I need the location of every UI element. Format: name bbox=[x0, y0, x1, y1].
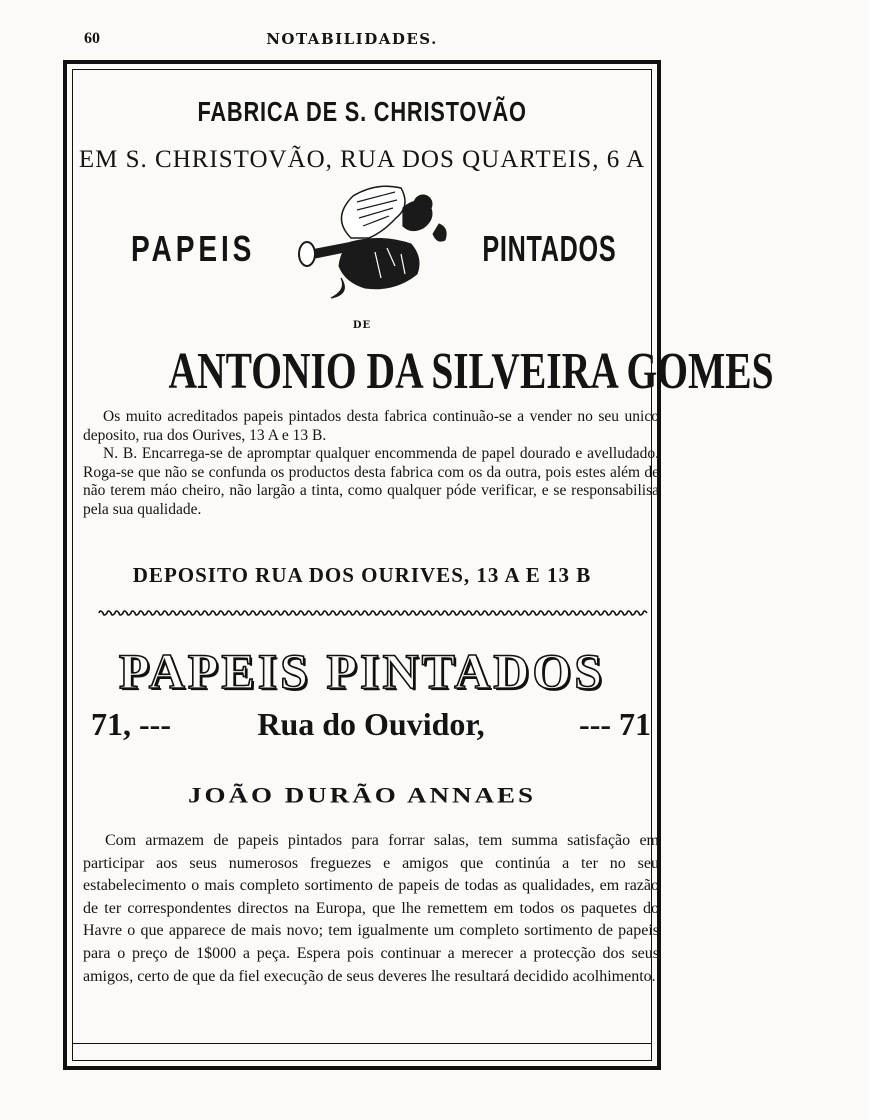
ad1-paragraph-1: Os muito acreditados papeis pintados desta fabrica continuão-se a vender no seu unico deposito, rua dos Ourives, 13 A e 13 B. bbox=[83, 408, 659, 444]
running-head: NOTABILIDADES. bbox=[266, 30, 438, 48]
ad2-street: Rua do Ouvidor, bbox=[257, 706, 485, 742]
ad2-address-row bbox=[91, 706, 651, 752]
ad1-owner-row bbox=[73, 342, 774, 401]
decorative-wavy-rule bbox=[99, 608, 645, 618]
angel-with-trumpet-illustration bbox=[291, 178, 461, 303]
ad1-paragraph-2: N. B. Encarrega-se de apromptar qualquer encommenda de papel dourado e avelludado. Roga-se que não se confunda os productos desta fabrica com os da outra, pois estes além de não terem máo cheiro, não largão a tinta, como qualquer póde verificar, e se responsabilisa pela sua qualidade. bbox=[83, 445, 659, 518]
ad1-title-row bbox=[73, 96, 651, 128]
ad2-owner: JOÃO DURÃO ANNAES bbox=[187, 782, 537, 808]
ad2-paragraph: Com armazem de papeis pintados para forrar salas, tem summa satisfação em participar aos seus numerosos freguezes e amigos que continúa a ter no seu estabelecimento o mais completo sortimento de papeis de todas as qualidades, em razão de ter correspondentes directos na Europa, que lhe remettem em todos os paquetes do Havre o que apparece de mais novo; tem igualmente um completo sortimento de papeis para o preço de 1$000 a peça. Espera pois continuar a merecer a protecção dos seus amigos, certo de que da fiel execução de seus deveres lhe resultará decidido acolhimento. bbox=[83, 832, 659, 985]
ad1-title: FABRICA DE S. CHRISTOVÃO bbox=[197, 96, 527, 127]
ad2-number-left: 71, --- bbox=[91, 706, 171, 742]
page-number: 60 bbox=[84, 30, 100, 47]
ad1-owner: ANTONIO DA SILVEIRA GOMES bbox=[168, 343, 774, 400]
ad1-deposit-line: DEPOSITO RUA DOS OURIVES, 13 A E 13 B bbox=[132, 563, 592, 587]
bottom-rule bbox=[73, 1043, 651, 1044]
ad1-product-right: PINTADOS bbox=[482, 228, 616, 269]
advertisement-frame bbox=[63, 60, 774, 1070]
ad1-address: EM S. CHRISTOVÃO, RUA DOS QUARTEIS, 6 A bbox=[78, 146, 646, 173]
ad1-de: DE bbox=[352, 320, 372, 331]
advertisement-inner-frame bbox=[72, 69, 774, 1061]
ad2-title: PAPEIS PINTADOS bbox=[118, 643, 606, 699]
page-header bbox=[0, 30, 704, 52]
ad1-product-left: PAPEIS bbox=[131, 228, 256, 269]
ad2-number-right: --- 71 bbox=[579, 706, 651, 742]
